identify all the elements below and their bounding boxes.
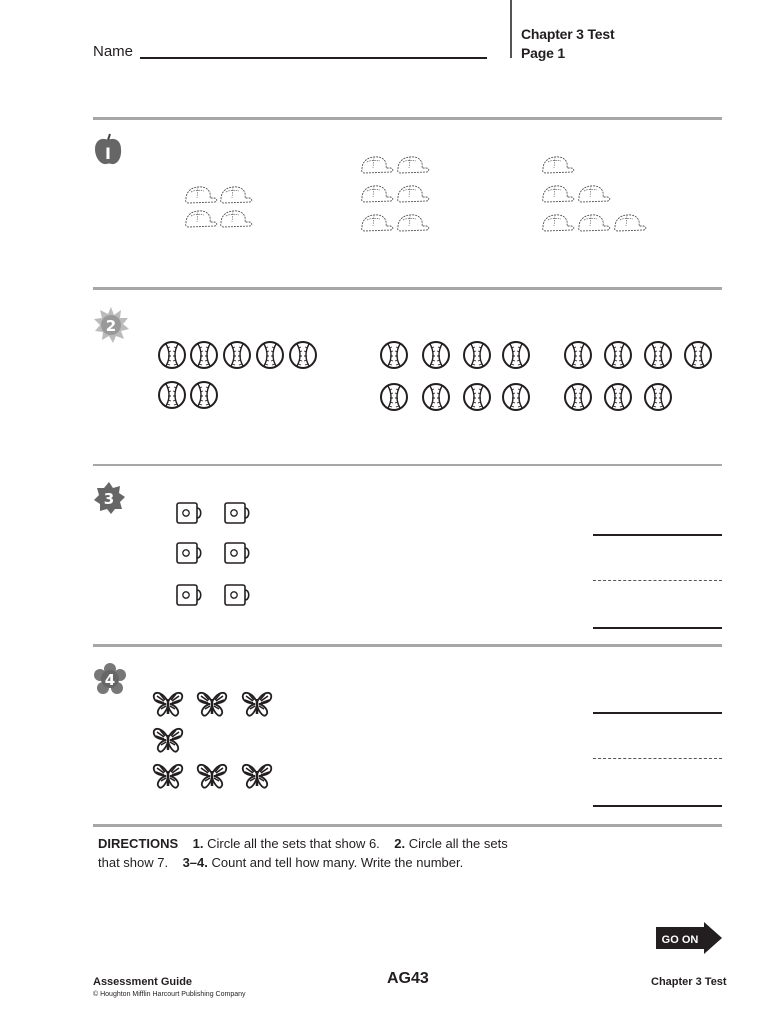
answer-mid-dashed-line[interactable] <box>593 758 722 759</box>
footer-copyright: © Houghton Mifflin Harcourt Publishing Company <box>93 991 246 998</box>
svg-text:4: 4 <box>104 671 116 689</box>
directions-part3-text: Count and tell how many. Write the number. <box>211 855 464 870</box>
name-label: Name <box>93 43 134 60</box>
svg-text:2: 2 <box>105 317 117 335</box>
directions-part2-number: 2. <box>394 836 406 851</box>
section-divider <box>93 824 722 827</box>
answer-top-line[interactable] <box>593 534 722 536</box>
section-divider <box>93 287 722 290</box>
flower-icon <box>93 662 127 696</box>
baseball-set-3[interactable] <box>564 341 724 415</box>
svg-text:I: I <box>105 144 111 163</box>
directions-part1-number: 1. <box>192 836 204 851</box>
footer-assessment-guide: Assessment Guide <box>93 976 193 988</box>
cap-set-1[interactable] <box>184 186 256 242</box>
directions-part3-number: 3–4. <box>182 855 208 870</box>
section-divider <box>93 464 722 466</box>
sun-icon <box>92 306 130 344</box>
answer-bottom-line[interactable] <box>593 805 722 807</box>
name-write-line[interactable] <box>140 57 487 59</box>
test-title: Chapter 3 Test <box>521 26 615 42</box>
go-on-arrow[interactable] <box>656 922 722 954</box>
directions-part1-text: Circle all the sets that show 6. <box>207 836 380 851</box>
baseball-set-1[interactable] <box>158 341 323 411</box>
footer-page-code: AG43 <box>387 970 429 987</box>
mug-group <box>176 502 256 610</box>
cap-set-2[interactable] <box>360 156 432 242</box>
answer-bottom-line[interactable] <box>593 627 722 629</box>
header-divider <box>510 0 512 58</box>
directions-part2-continued: that show 7. <box>98 855 169 870</box>
directions-heading: DIRECTIONS <box>98 836 179 851</box>
apple-icon <box>93 134 123 166</box>
go-on-label: GO ON <box>661 934 699 946</box>
butterfly-group <box>152 690 277 790</box>
baseball-set-2[interactable] <box>380 341 540 415</box>
section-divider <box>93 644 722 647</box>
answer-top-line[interactable] <box>593 712 722 714</box>
footer-chapter-test: Chapter 3 Test <box>651 976 727 988</box>
directions-part2-text: Circle all the sets <box>408 836 508 851</box>
page-number: Page 1 <box>521 45 565 61</box>
cap-set-3[interactable] <box>541 156 651 242</box>
star-badge-icon <box>92 481 126 515</box>
directions <box>98 834 568 872</box>
answer-mid-dashed-line[interactable] <box>593 580 722 581</box>
section-divider <box>93 117 722 120</box>
svg-text:3: 3 <box>103 490 115 508</box>
